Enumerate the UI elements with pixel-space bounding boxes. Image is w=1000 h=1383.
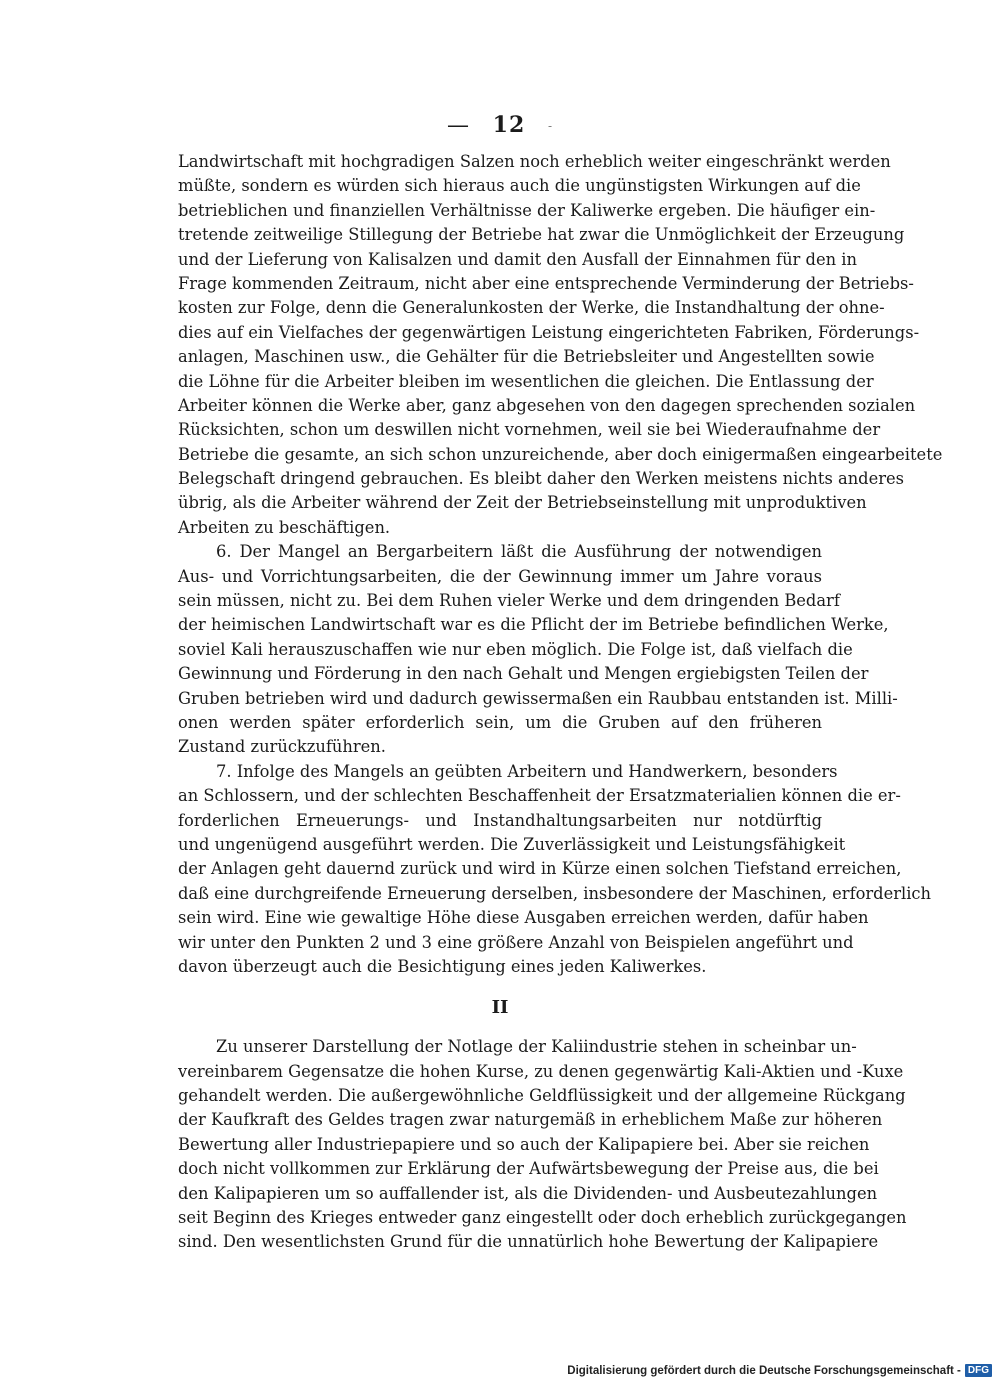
header-dash-right: - (547, 119, 554, 133)
digitization-credit (567, 1364, 992, 1377)
paragraph-section-ii (178, 1035, 907, 1255)
paragraph-continued (178, 150, 943, 540)
text-line: davon überzeugt auch die Besichtigung eines jeden Kaliwerkes. (178, 956, 707, 976)
text-line: dies auf ein Vielfaches der gegenwärtigen Leistung eingerichteten Fabriken, Förderungs- (178, 322, 920, 342)
text-line: Frage kommenden Zeitraum, nicht aber eine entsprechende Verminderung der Betriebs- (178, 273, 914, 293)
text-line: und ungenügend ausgeführt werden. Die Zuverlässigkeit und Leistungsfähigkeit (178, 834, 846, 854)
text-line: doch nicht vollkommen zur Erklärung der Aufwärtsbewegung der Preise aus, die bei (178, 1159, 879, 1179)
text-line: Bewertung aller Industriepapiere und so auch der Kalipapiere bei. Aber sie reichen (178, 1134, 870, 1154)
text-line: Arbeiter können die Werke aber, ganz abgesehen von den dagegen sprechenden sozialen (178, 395, 916, 415)
text-line: Belegschaft dringend gebrauchen. Es bleibt daher den Werken meistens nichts anderes (178, 469, 905, 489)
paragraph-item-7 (178, 760, 932, 980)
text-line: vereinbarem Gegensatze die hohen Kurse, zu denen gegenwärtig Kali-Aktien und -Kuxe (178, 1061, 904, 1081)
page-body (178, 150, 943, 1255)
text-line: sein wird. Eine wie gewaltige Höhe diese Ausgaben erreichen werden, dafür haben (178, 908, 869, 928)
text-line: anlagen, Maschinen usw., die Gehälter für die Betriebsleiter und Angestellten sowie (178, 347, 875, 367)
text-line: tretende zeitweilige Stillegung der Betriebe hat zwar die Unmöglichkeit der Erzeugung (178, 225, 905, 245)
text-line: die Löhne für die Arbeiter bleiben im wesentlichen die gleichen. Die Entlassung der (178, 371, 874, 391)
text-line: sein müssen, nicht zu. Bei dem Ruhen vieler Werke und dem dringenden Bedarf (178, 591, 840, 611)
text-line: wir unter den Punkten 2 und 3 eine größere Anzahl von Beispielen angeführt und (178, 932, 854, 952)
text-line: der Kaufkraft des Geldes tragen zwar naturgemäß in erheblichem Maße zur höheren (178, 1110, 883, 1130)
text-line: Arbeiten zu beschäftigen. (178, 517, 391, 537)
text-line: und der Lieferung von Kalisalzen und damit den Ausfall der Einnahmen für den in (178, 249, 857, 269)
text-line: soviel Kali herauszuschaffen wie nur eben möglich. Die Folge ist, daß vielfach die (178, 639, 853, 659)
credit-text: Digitalisierung gefördert durch die Deutsche Forschungsgemeinschaft - (567, 1364, 961, 1377)
text-line: übrig, als die Arbeiter während der Zeit der Betriebseinstellung mit unproduktiven (178, 493, 867, 513)
text-line: 7. Infolge des Mangels an geübten Arbeitern und Handwerkern, besonders (216, 761, 838, 781)
page-header (0, 112, 1000, 138)
text-line: sind. Den wesentlichsten Grund für die unnatürlich hohe Bewertung der Kalipapiere (178, 1232, 879, 1252)
text-line: Aus- und Vorrichtungsarbeiten, die der Gewinnung immer um Jahre voraus (178, 566, 822, 586)
text-line: seit Beginn des Krieges entweder ganz eingestellt oder doch erheblich zurückgegangen (178, 1208, 907, 1228)
text-line: Gewinnung und Förderung in den nach Gehalt und Mengen ergiebigsten Teilen der (178, 664, 869, 684)
paragraph-item-6 (178, 540, 898, 760)
header-dash-left: — (446, 113, 470, 138)
text-line: den Kalipapieren um so auffallender ist, als die Dividenden- und Ausbeutezahlungen (178, 1183, 878, 1203)
text-line: der heimischen Landwirtschaft war es die Pflicht der im Betriebe befindlichen Werke, (178, 615, 889, 635)
dfg-logo: DFG (965, 1364, 992, 1377)
text-line: Betriebe die gesamte, an sich schon unzureichende, aber doch einigermaßen eingearbeitete (178, 444, 943, 464)
text-line: forderlichen Erneuerungs- und Instandhaltungsarbeiten nur notdürftig (178, 810, 822, 830)
text-line: Rücksichten, schon um deswillen nicht vornehmen, weil sie bei Wiederaufnahme der (178, 420, 881, 440)
text-line: Landwirtschaft mit hochgradigen Salzen noch erheblich weiter eingeschränkt werden (178, 152, 891, 171)
text-line: kosten zur Folge, denn die Generalunkosten der Werke, die Instandhaltung der ohne- (178, 298, 885, 318)
text-line: Gruben betrieben wird und dadurch gewissermaßen ein Raubbau entstanden ist. Milli- (178, 688, 898, 708)
text-line: Zu unserer Darstellung der Notlage der Kaliindustrie stehen in scheinbar un- (216, 1037, 857, 1057)
text-line: onen werden später erforderlich sein, um die Gruben auf den früheren (178, 712, 822, 732)
text-line: daß eine durchgreifende Erneuerung derselben, insbesondere der Maschinen, erforderlich (178, 883, 932, 903)
page-number: 12 (492, 112, 526, 138)
text-line: der Anlagen geht dauernd zurück und wird in Kürze einen solchen Tiefstand erreichen, (178, 859, 902, 879)
text-line: gehandelt werden. Die außergewöhnliche Geldflüssigkeit und der allgemeine Rückgang (178, 1086, 906, 1106)
text-line: an Schlossern, und der schlechten Beschaffenheit der Ersatzmaterialien können die er- (178, 786, 901, 806)
text-line: betrieblichen und finanziellen Verhältnisse der Kaliwerke ergeben. Die häufiger ein- (178, 200, 876, 220)
section-heading: II (491, 997, 509, 1019)
text-line: Zustand zurückzuführen. (178, 737, 386, 757)
text-line: 6. Der Mangel an Bergarbeitern läßt die Ausführung der notwendigen (216, 542, 822, 562)
text-line: müßte, sondern es würden sich hieraus auch die ungünstigsten Wirkungen auf die (178, 176, 861, 196)
